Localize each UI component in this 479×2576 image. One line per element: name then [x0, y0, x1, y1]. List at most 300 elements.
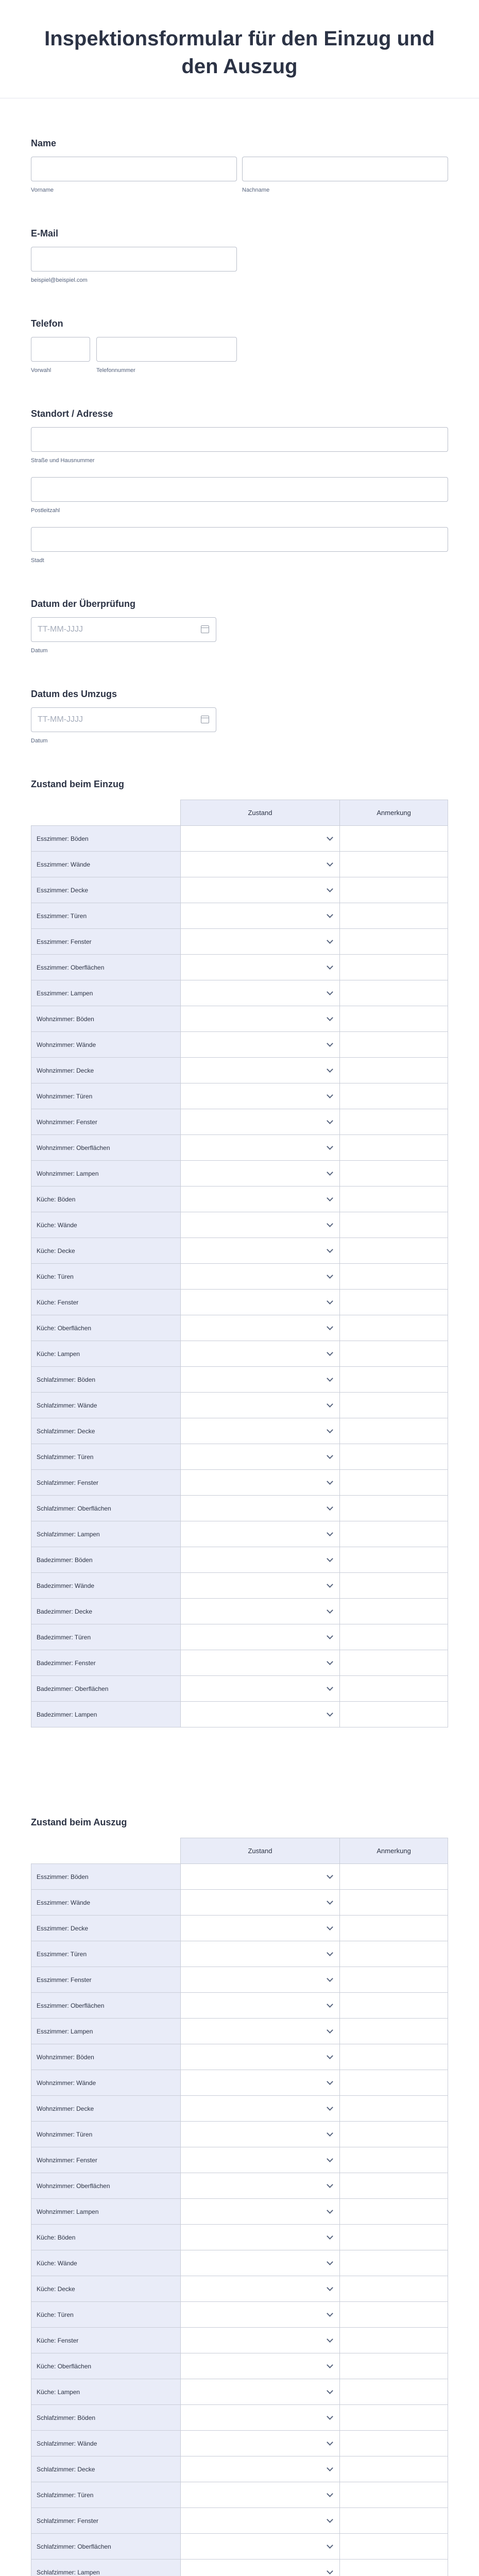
matrix-row — [31, 1444, 448, 1470]
note-input[interactable] — [340, 1547, 448, 1573]
matrix-row-label: Schlafzimmer: Oberflächen — [31, 2534, 181, 2560]
matrix-row-label: Esszimmer: Decke — [31, 877, 181, 903]
area-code-input[interactable] — [31, 337, 90, 362]
matrix-row — [31, 2147, 448, 2173]
chevron-down-icon — [327, 2568, 333, 2574]
chevron-down-icon — [327, 1066, 333, 1073]
chevron-down-icon — [327, 2001, 333, 2008]
state-dropdown[interactable] — [180, 1315, 340, 1341]
note-input[interactable] — [340, 1006, 448, 1032]
state-dropdown[interactable] — [180, 1135, 340, 1161]
matrix-row — [31, 2199, 448, 2225]
state-dropdown[interactable] — [180, 2019, 340, 2044]
matrix-row-label: Esszimmer: Lampen — [31, 2019, 181, 2044]
state-dropdown[interactable] — [180, 2560, 340, 2576]
note-input[interactable] — [340, 1676, 448, 1702]
chevron-down-icon — [327, 1950, 333, 1956]
note-input[interactable] — [340, 2431, 448, 2456]
note-input[interactable] — [340, 2534, 448, 2560]
chevron-down-icon — [327, 1684, 333, 1691]
matrix-row-label: Wohnzimmer: Fenster — [31, 1109, 181, 1135]
state-dropdown[interactable] — [180, 877, 340, 903]
matrix-row-label: Wohnzimmer: Oberflächen — [31, 2173, 181, 2199]
first-name-input[interactable] — [31, 157, 237, 181]
note-input[interactable] — [340, 1967, 448, 1993]
matrix-row — [31, 2276, 448, 2302]
state-dropdown[interactable] — [180, 1496, 340, 1521]
matrix-row-label: Wohnzimmer: Türen — [31, 2122, 181, 2147]
matrix-row — [31, 1916, 448, 1941]
matrix-row-label: Küche: Fenster — [31, 1290, 181, 1315]
inspection-date-field — [31, 617, 216, 642]
chevron-down-icon — [327, 1143, 333, 1150]
chevron-down-icon — [327, 1898, 333, 1905]
matrix-row — [31, 1941, 448, 1967]
move-in-label: Zustand beim Einzug — [31, 779, 125, 789]
matrix-row — [31, 1967, 448, 1993]
chevron-down-icon — [327, 1014, 333, 1021]
matrix-row — [31, 2431, 448, 2456]
column-header-note: Anmerkung — [340, 1838, 448, 1864]
chevron-down-icon — [327, 1272, 333, 1279]
matrix-row-label: Schlafzimmer: Lampen — [31, 2560, 181, 2576]
note-input[interactable] — [340, 2225, 448, 2250]
form-header — [0, 0, 479, 98]
state-dropdown[interactable] — [180, 1941, 340, 1967]
note-input[interactable] — [340, 2379, 448, 2405]
chevron-down-icon — [327, 2207, 333, 2214]
matrix-row-label: Esszimmer: Böden — [31, 826, 181, 852]
note-input[interactable] — [340, 1109, 448, 1135]
note-input[interactable] — [340, 2122, 448, 2147]
matrix-row — [31, 2173, 448, 2199]
last-name-input[interactable] — [242, 157, 448, 181]
state-dropdown[interactable] — [180, 1109, 340, 1135]
chevron-down-icon — [327, 2516, 333, 2523]
matrix-row — [31, 1864, 448, 1890]
chevron-down-icon — [327, 2490, 333, 2497]
matrix-row-label: Schlafzimmer: Decke — [31, 2456, 181, 2482]
note-input[interactable] — [340, 1444, 448, 1470]
note-input[interactable] — [340, 1238, 448, 1264]
state-dropdown[interactable] — [180, 2482, 340, 2508]
state-dropdown[interactable] — [180, 1702, 340, 1727]
matrix-row-label: Wohnzimmer: Türen — [31, 1083, 181, 1109]
chevron-down-icon — [327, 2439, 333, 2446]
state-dropdown[interactable] — [180, 1890, 340, 1916]
state-dropdown[interactable] — [180, 1916, 340, 1941]
matrix-row-label: Küche: Böden — [31, 2225, 181, 2250]
matrix-row — [31, 2096, 448, 2122]
note-input[interactable] — [340, 1890, 448, 1916]
matrix-row — [31, 1702, 448, 1727]
matrix-row-label: Schlafzimmer: Wände — [31, 1393, 181, 1418]
state-dropdown[interactable] — [180, 1393, 340, 1418]
matrix-row-label: Esszimmer: Türen — [31, 1941, 181, 1967]
state-dropdown[interactable] — [180, 903, 340, 929]
matrix-row-label: Esszimmer: Oberflächen — [31, 1993, 181, 2019]
note-input[interactable] — [340, 1135, 448, 1161]
calendar-icon[interactable] — [201, 625, 209, 633]
city-sublabel: Stadt — [31, 557, 44, 564]
chevron-down-icon — [327, 2465, 333, 2471]
note-input[interactable] — [340, 2276, 448, 2302]
chevron-down-icon — [327, 1581, 333, 1588]
matrix-row — [31, 2534, 448, 2560]
matrix-row — [31, 2225, 448, 2250]
note-input[interactable] — [340, 2328, 448, 2353]
matrix-corner — [31, 1838, 181, 1864]
matrix-row — [31, 1032, 448, 1058]
matrix-row-label: Wohnzimmer: Oberflächen — [31, 1135, 181, 1161]
matrix-row — [31, 1161, 448, 1187]
email-input[interactable] — [31, 247, 237, 272]
note-input[interactable] — [340, 1315, 448, 1341]
state-dropdown[interactable] — [180, 852, 340, 877]
matrix-row-label: Esszimmer: Böden — [31, 1864, 181, 1890]
matrix-row — [31, 2328, 448, 2353]
form-title: Inspektionsformular für den Einzug und den Auszug — [44, 27, 435, 78]
state-dropdown[interactable] — [180, 980, 340, 1006]
matrix-row-label: Küche: Lampen — [31, 1341, 181, 1367]
note-input[interactable] — [340, 1187, 448, 1212]
state-dropdown[interactable] — [180, 1624, 340, 1650]
note-input[interactable] — [340, 1573, 448, 1599]
matrix-row-label: Esszimmer: Fenster — [31, 929, 181, 955]
state-dropdown[interactable] — [180, 1547, 340, 1573]
matrix-row-label: Badezimmer: Decke — [31, 1599, 181, 1624]
state-dropdown[interactable] — [180, 1212, 340, 1238]
chevron-down-icon — [327, 2362, 333, 2368]
matrix-row — [31, 1006, 448, 1032]
state-dropdown[interactable] — [180, 1470, 340, 1496]
calendar-icon[interactable] — [201, 716, 209, 723]
note-input[interactable] — [340, 826, 448, 852]
matrix-row — [31, 826, 448, 852]
matrix-row — [31, 1993, 448, 2019]
note-input[interactable] — [340, 1290, 448, 1315]
state-dropdown[interactable] — [180, 1238, 340, 1264]
matrix-row-label: Küche: Oberflächen — [31, 2353, 181, 2379]
state-dropdown[interactable] — [180, 1058, 340, 1083]
matrix-row-label: Badezimmer: Wände — [31, 1573, 181, 1599]
state-dropdown[interactable] — [180, 2276, 340, 2302]
matrix-row-label: Küche: Fenster — [31, 2328, 181, 2353]
state-dropdown[interactable] — [180, 2096, 340, 2122]
chevron-down-icon — [327, 1452, 333, 1459]
move-date-sublabel: Datum — [31, 738, 48, 744]
note-input[interactable] — [340, 1032, 448, 1058]
matrix-row — [31, 1212, 448, 1238]
note-input[interactable] — [340, 2250, 448, 2276]
state-dropdown[interactable] — [180, 2379, 340, 2405]
state-dropdown[interactable] — [180, 2044, 340, 2070]
note-input[interactable] — [340, 1496, 448, 1521]
note-input[interactable] — [340, 2302, 448, 2328]
matrix-row-label: Wohnzimmer: Lampen — [31, 1161, 181, 1187]
state-dropdown[interactable] — [180, 1083, 340, 1109]
state-dropdown[interactable] — [180, 1032, 340, 1058]
matrix-row-label: Wohnzimmer: Decke — [31, 1058, 181, 1083]
note-input[interactable] — [340, 929, 448, 955]
note-input[interactable] — [340, 903, 448, 929]
note-input[interactable] — [340, 2560, 448, 2576]
state-dropdown[interactable] — [180, 929, 340, 955]
note-input[interactable] — [340, 1916, 448, 1941]
chevron-down-icon — [327, 1633, 333, 1639]
note-input[interactable] — [340, 2482, 448, 2508]
state-dropdown[interactable] — [180, 1006, 340, 1032]
chevron-down-icon — [327, 1924, 333, 1930]
chevron-down-icon — [327, 2181, 333, 2188]
matrix-row-label: Küche: Böden — [31, 1187, 181, 1212]
move-in-matrix — [31, 800, 448, 1727]
matrix-row-label: Esszimmer: Decke — [31, 1916, 181, 1941]
zip-sublabel: Postleitzahl — [31, 507, 60, 514]
state-dropdown[interactable] — [180, 2199, 340, 2225]
state-dropdown[interactable] — [180, 2225, 340, 2250]
area-code-sublabel: Vorwahl — [31, 367, 52, 374]
chevron-down-icon — [327, 1375, 333, 1382]
matrix-row-label: Badezimmer: Fenster — [31, 1650, 181, 1676]
note-input[interactable] — [340, 1993, 448, 2019]
matrix-row — [31, 2379, 448, 2405]
column-header-state: Zustand — [180, 1838, 340, 1864]
note-input[interactable] — [340, 1367, 448, 1393]
address-label: Standort / Adresse — [31, 409, 113, 419]
chevron-down-icon — [327, 2259, 333, 2265]
note-input[interactable] — [340, 1161, 448, 1187]
note-input[interactable] — [340, 1418, 448, 1444]
note-input[interactable] — [340, 1624, 448, 1650]
matrix-row — [31, 980, 448, 1006]
chevron-down-icon — [327, 1195, 333, 1201]
note-input[interactable] — [340, 1264, 448, 1290]
matrix-row-label: Schlafzimmer: Fenster — [31, 2508, 181, 2534]
chevron-down-icon — [327, 1169, 333, 1176]
note-input[interactable] — [340, 1341, 448, 1367]
state-dropdown[interactable] — [180, 1599, 340, 1624]
matrix-row-label: Esszimmer: Fenster — [31, 1967, 181, 1993]
state-dropdown[interactable] — [180, 2431, 340, 2456]
matrix-row — [31, 1290, 448, 1315]
note-input[interactable] — [340, 1083, 448, 1109]
matrix-row — [31, 955, 448, 980]
note-input[interactable] — [340, 2508, 448, 2534]
matrix-row — [31, 1470, 448, 1496]
matrix-row — [31, 1650, 448, 1676]
move-out-matrix — [31, 1838, 448, 2576]
state-dropdown[interactable] — [180, 2534, 340, 2560]
chevron-down-icon — [327, 886, 333, 892]
state-dropdown[interactable] — [180, 2302, 340, 2328]
chevron-down-icon — [327, 2413, 333, 2420]
note-input[interactable] — [340, 852, 448, 877]
note-input[interactable] — [340, 2044, 448, 2070]
note-input[interactable] — [340, 1521, 448, 1547]
state-dropdown[interactable] — [180, 826, 340, 852]
matrix-row — [31, 1393, 448, 1418]
chevron-down-icon — [327, 2542, 333, 2549]
note-input[interactable] — [340, 2456, 448, 2482]
state-dropdown[interactable] — [180, 1290, 340, 1315]
note-input[interactable] — [340, 1058, 448, 1083]
matrix-row — [31, 1521, 448, 1547]
matrix-row-label: Wohnzimmer: Böden — [31, 2044, 181, 2070]
chevron-down-icon — [327, 2027, 333, 2033]
state-dropdown[interactable] — [180, 1367, 340, 1393]
chevron-down-icon — [327, 2284, 333, 2291]
note-input[interactable] — [340, 1941, 448, 1967]
note-input[interactable] — [340, 2353, 448, 2379]
state-dropdown[interactable] — [180, 2328, 340, 2353]
matrix-row — [31, 1083, 448, 1109]
column-header-state: Zustand — [180, 800, 340, 826]
matrix-row — [31, 1418, 448, 1444]
state-dropdown[interactable] — [180, 1993, 340, 2019]
column-header-note: Anmerkung — [340, 800, 448, 826]
state-dropdown[interactable] — [180, 2070, 340, 2096]
matrix-row-label: Wohnzimmer: Fenster — [31, 2147, 181, 2173]
chevron-down-icon — [327, 937, 333, 944]
matrix-row-label: Esszimmer: Oberflächen — [31, 955, 181, 980]
chevron-down-icon — [327, 989, 333, 995]
matrix-row — [31, 1676, 448, 1702]
street-input[interactable] — [31, 427, 448, 452]
matrix-row-label: Schlafzimmer: Fenster — [31, 1470, 181, 1496]
state-dropdown[interactable] — [180, 1187, 340, 1212]
note-input[interactable] — [340, 1470, 448, 1496]
chevron-down-icon — [327, 1092, 333, 1098]
matrix-row-label: Wohnzimmer: Wände — [31, 2070, 181, 2096]
state-dropdown[interactable] — [180, 1161, 340, 1187]
matrix-row — [31, 2560, 448, 2576]
state-dropdown[interactable] — [180, 1521, 340, 1547]
note-input[interactable] — [340, 1864, 448, 1890]
chevron-down-icon — [327, 1427, 333, 1433]
state-dropdown[interactable] — [180, 1341, 340, 1367]
chevron-down-icon — [327, 1872, 333, 1879]
matrix-row-label: Wohnzimmer: Böden — [31, 1006, 181, 1032]
chevron-down-icon — [327, 1975, 333, 1982]
matrix-row — [31, 2508, 448, 2534]
note-input[interactable] — [340, 2147, 448, 2173]
matrix-row-label: Schlafzimmer: Türen — [31, 1444, 181, 1470]
state-dropdown[interactable] — [180, 1444, 340, 1470]
state-dropdown[interactable] — [180, 2353, 340, 2379]
state-dropdown[interactable] — [180, 1864, 340, 1890]
zip-input[interactable] — [31, 477, 448, 502]
note-input[interactable] — [340, 1650, 448, 1676]
matrix-row — [31, 1238, 448, 1264]
matrix-row-label: Schlafzimmer: Böden — [31, 2405, 181, 2431]
phone-number-input[interactable] — [96, 337, 237, 362]
note-input[interactable] — [340, 2070, 448, 2096]
note-input[interactable] — [340, 2096, 448, 2122]
chevron-down-icon — [327, 911, 333, 918]
chevron-down-icon — [327, 2104, 333, 2111]
matrix-row-label: Küche: Wände — [31, 2250, 181, 2276]
matrix-corner — [31, 800, 181, 826]
state-dropdown[interactable] — [180, 1264, 340, 1290]
matrix-row-label: Schlafzimmer: Oberflächen — [31, 1496, 181, 1521]
chevron-down-icon — [327, 1221, 333, 1227]
state-dropdown[interactable] — [180, 2147, 340, 2173]
note-input[interactable] — [340, 980, 448, 1006]
state-dropdown[interactable] — [180, 1573, 340, 1599]
matrix-row-label: Esszimmer: Türen — [31, 903, 181, 929]
matrix-row-label: Küche: Decke — [31, 2276, 181, 2302]
note-input[interactable] — [340, 1393, 448, 1418]
matrix-row-label: Badezimmer: Türen — [31, 1624, 181, 1650]
state-dropdown[interactable] — [180, 1967, 340, 1993]
matrix-row — [31, 2122, 448, 2147]
chevron-down-icon — [327, 1298, 333, 1304]
matrix-row-label: Wohnzimmer: Wände — [31, 1032, 181, 1058]
state-dropdown[interactable] — [180, 2508, 340, 2534]
first-name-sublabel: Vorname — [31, 187, 54, 193]
matrix-row — [31, 1341, 448, 1367]
note-input[interactable] — [340, 2173, 448, 2199]
matrix-row-label: Schlafzimmer: Wände — [31, 2431, 181, 2456]
move-date-input[interactable] — [31, 707, 216, 732]
matrix-row-label: Badezimmer: Lampen — [31, 1702, 181, 1727]
matrix-row — [31, 1599, 448, 1624]
chevron-down-icon — [327, 2130, 333, 2137]
matrix-row — [31, 1573, 448, 1599]
note-input[interactable] — [340, 877, 448, 903]
note-input[interactable] — [340, 2405, 448, 2431]
state-dropdown[interactable] — [180, 955, 340, 980]
state-dropdown[interactable] — [180, 1650, 340, 1676]
state-dropdown[interactable] — [180, 1418, 340, 1444]
email-label: E-Mail — [31, 228, 59, 239]
city-input[interactable] — [31, 527, 448, 552]
matrix-row-label: Küche: Lampen — [31, 2379, 181, 2405]
state-dropdown[interactable] — [180, 2173, 340, 2199]
matrix-row-label: Esszimmer: Lampen — [31, 980, 181, 1006]
matrix-row — [31, 2250, 448, 2276]
matrix-row — [31, 1890, 448, 1916]
state-dropdown[interactable] — [180, 2456, 340, 2482]
state-dropdown[interactable] — [180, 2122, 340, 2147]
matrix-row — [31, 1109, 448, 1135]
note-input[interactable] — [340, 1212, 448, 1238]
note-input[interactable] — [340, 2199, 448, 2225]
state-dropdown[interactable] — [180, 2405, 340, 2431]
matrix-row — [31, 1624, 448, 1650]
chevron-down-icon — [327, 2078, 333, 2085]
note-input[interactable] — [340, 2019, 448, 2044]
matrix-row — [31, 1367, 448, 1393]
state-dropdown[interactable] — [180, 1676, 340, 1702]
matrix-row — [31, 1135, 448, 1161]
chevron-down-icon — [327, 2053, 333, 2059]
inspection-date-input[interactable] — [31, 617, 216, 642]
matrix-row — [31, 1547, 448, 1573]
matrix-row-label: Schlafzimmer: Decke — [31, 1418, 181, 1444]
note-input[interactable] — [340, 955, 448, 980]
matrix-row-label: Badezimmer: Böden — [31, 1547, 181, 1573]
state-dropdown[interactable] — [180, 2250, 340, 2276]
matrix-row — [31, 2070, 448, 2096]
note-input[interactable] — [340, 1599, 448, 1624]
chevron-down-icon — [327, 1117, 333, 1124]
last-name-sublabel: Nachname — [242, 187, 270, 193]
name-label: Name — [31, 138, 57, 148]
note-input[interactable] — [340, 1702, 448, 1727]
matrix-row — [31, 852, 448, 877]
